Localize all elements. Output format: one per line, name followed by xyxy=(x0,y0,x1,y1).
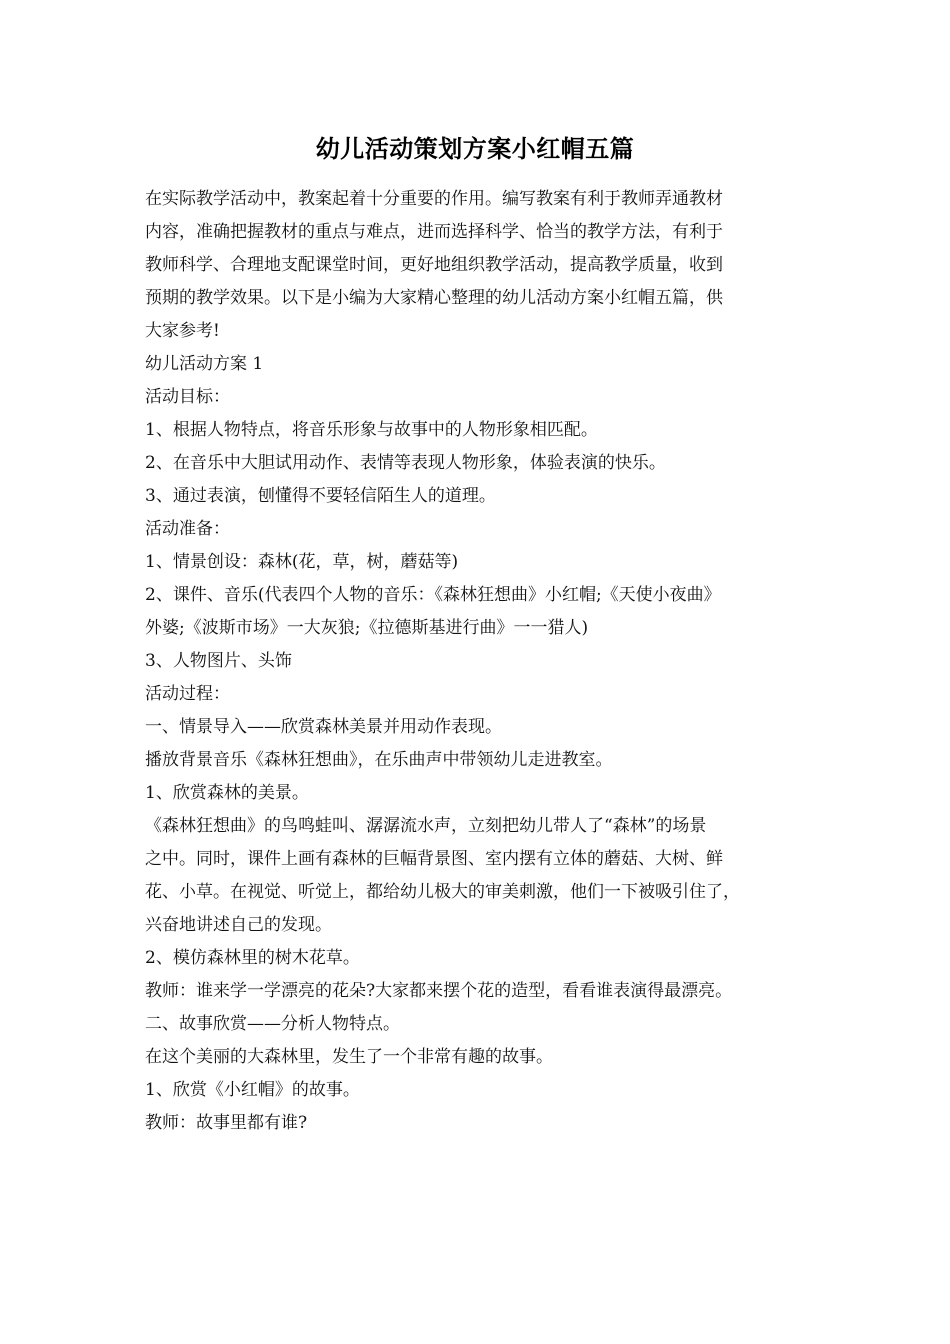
paragraph-line: 1、情景创设：森林(花，草，树，蘑菇等) xyxy=(145,552,459,572)
paragraph-line: 1、根据人物特点，将音乐形象与故事中的人物形象相匹配。 xyxy=(145,420,598,440)
paragraph xyxy=(145,711,817,744)
paragraph xyxy=(145,348,817,381)
document-body xyxy=(145,183,817,1140)
paragraph xyxy=(145,1041,817,1074)
paragraph-line: 在这个美丽的大森林里，发生了一个非常有趣的故事。 xyxy=(145,1047,553,1067)
paragraph xyxy=(145,183,817,348)
paragraph xyxy=(145,1107,817,1140)
paragraph xyxy=(145,381,817,414)
paragraph-line: 播放背景音乐《森林狂想曲》，在乐曲声中带领幼儿走进教室。 xyxy=(145,750,613,770)
paragraph-line: 预期的教学效果。以下是小编为大家精心整理的幼儿活动方案小红帽五篇，供 xyxy=(145,288,723,308)
paragraph-line: 教师：故事里都有谁? xyxy=(145,1113,308,1133)
paragraph-line: 内容，准确把握教材的重点与难点，进而选择科学、恰当的教学方法，有利于 xyxy=(145,222,723,242)
paragraph-line: 2、在音乐中大胆试用动作、表情等表现人物形象，体验表演的快乐。 xyxy=(145,453,666,473)
paragraph xyxy=(145,744,817,777)
paragraph-line: 一、情景导入——欣赏森林美景并用动作表现。 xyxy=(145,717,502,737)
paragraph xyxy=(145,480,817,513)
paragraph-line: 大家参考! xyxy=(145,321,220,341)
paragraph-line: 3、通过表演，刨懂得不要轻信陌生人的道理。 xyxy=(145,486,496,506)
paragraph xyxy=(145,546,817,579)
paragraph xyxy=(145,678,817,711)
paragraph xyxy=(145,1008,817,1041)
paragraph-line: 《森林狂想曲》的鸟鸣蛙叫、潺潺流水声，立刻把幼儿带人了“森林”的场景 xyxy=(145,816,707,836)
paragraph xyxy=(145,777,817,810)
paragraph-line: 1、欣赏《小红帽》的故事。 xyxy=(145,1080,360,1100)
paragraph xyxy=(145,645,817,678)
paragraph-line: 活动过程： xyxy=(145,684,230,704)
paragraph xyxy=(145,942,817,975)
paragraph-line: 2、模仿森林里的树木花草。 xyxy=(145,948,360,968)
paragraph-line: 2、课件、音乐(代表四个人物的音乐：《森林狂想曲》小红帽;《天使小夜曲》 xyxy=(145,585,721,605)
paragraph-line: 在实际教学活动中，教案起着十分重要的作用。编写教案有利于教师弄通教材 xyxy=(145,189,723,209)
paragraph xyxy=(145,579,817,645)
paragraph xyxy=(145,1074,817,1107)
paragraph xyxy=(145,414,817,447)
paragraph xyxy=(145,447,817,480)
paragraph-line: 教师：谁来学一学漂亮的花朵?大家都来摆个花的造型，看看谁表演得最漂亮。 xyxy=(145,981,733,1001)
paragraph-line: 花、小草。在视觉、听觉上，都给幼儿极大的审美刺激，他们一下被吸引住了， xyxy=(145,882,740,902)
paragraph xyxy=(145,975,817,1008)
paragraph-line: 幼儿活动方案 1 xyxy=(145,354,264,374)
paragraph-line: 活动准备： xyxy=(145,519,230,539)
document-title: 幼儿活动策划方案小红帽五篇 xyxy=(315,134,635,163)
paragraph-line: 教师科学、合理地支配课堂时间，更好地组织教学活动，提高教学质量，收到 xyxy=(145,255,723,275)
paragraph-line: 二、故事欣赏——分析人物特点。 xyxy=(145,1014,400,1034)
paragraph xyxy=(145,810,817,942)
paragraph-line: 之中。同时，课件上画有森林的巨幅背景图、室内摆有立体的蘑菇、大树、鲜 xyxy=(145,849,723,869)
paragraph-line: 3、人物图片、头饰 xyxy=(145,651,292,671)
paragraph-line: 兴奋地讲述自己的发现。 xyxy=(145,915,332,935)
paragraph-line: 外婆;《波斯市场》一大灰狼;《拉德斯基进行曲》一一猎人) xyxy=(145,618,589,638)
paragraph xyxy=(145,513,817,546)
paragraph-line: 1、欣赏森林的美景。 xyxy=(145,783,309,803)
paragraph-line: 活动目标： xyxy=(145,387,230,407)
